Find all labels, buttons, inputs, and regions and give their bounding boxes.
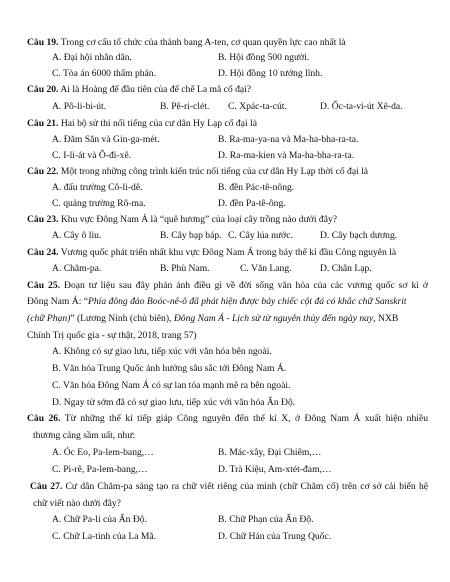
question-number: Câu 20. [27, 84, 59, 95]
question-number: Câu 26. [27, 413, 61, 424]
question-text: Khu vực Đông Nam Á là “quê hương” của loại cây trồng nào dưới đây? [60, 214, 338, 225]
question-number: Câu 23. [27, 214, 59, 225]
question-text: Đoạn tư liệu sau đây phản ánh điều gì về đời sống văn hóa của các vương quốc sơ kì ở [64, 280, 428, 291]
question-22 [27, 166, 427, 177]
book-title: Đông Nam Á - Lịch sử từ nguyên thủy đến ngày nay [173, 313, 374, 324]
option-a: A. Pô-li-bi-út. [52, 101, 107, 112]
question-text: Cư dân Chăm-pa sáng tạo ra chữ viết riêng của mình (chữ Chăm cổ) trên cơ sở cải biến hệ [65, 481, 428, 492]
question-26 [27, 413, 428, 424]
question-number: Câu 22. [27, 166, 59, 177]
option-c: C. I-li-át và Ô-đi-xê. [52, 150, 132, 161]
option-a: A. Chữ Pa-li của Ấn Độ. [52, 514, 147, 525]
question-text: Trong cơ cấu tổ chức của thành bang A-ten, cơ quan quyền lực cao nhất là [60, 37, 346, 48]
question-25-line2 [27, 296, 428, 307]
question-23 [27, 214, 427, 225]
option-d: D. Chữ Hán của Trung Quốc. [218, 531, 332, 542]
option-d: D. đền Pa-tê-ông. [218, 198, 286, 209]
option-b: B. Ra-ma-ya-na và Ma-ha-bha-ra-ta. [218, 134, 359, 145]
question-25 [27, 280, 428, 291]
question-number: Câu 27. [30, 481, 63, 492]
option-d: D. Ốc-ta-vi-út Xê-da. [320, 101, 403, 112]
option-b: B. Chữ Phạn của Ấn Độ. [218, 514, 314, 525]
question-text: Một trong những công trình kiến trúc nổi tiếng của cư dân Hy Lạp thời cổ đại là [60, 166, 369, 177]
question-26-line2: thương cảng sầm uất, như: [33, 430, 136, 441]
question-text: Hai bộ sử thi nổi tiếng của cư dân Hy Lạp cổ đại là [60, 118, 257, 129]
option-c: C. Tòa án 6000 thẩm phán. [52, 68, 157, 79]
option-a: A. Chăm-pa. [52, 263, 102, 274]
text-fragment: , NXB [373, 313, 399, 324]
question-27-line2: chữ viết nào dưới đây? [33, 498, 121, 509]
question-number: Câu 19. [27, 37, 59, 48]
option-a: A. Cây ô liu. [52, 230, 102, 241]
question-text: Ai là Hoàng đế đầu tiên của đế chế La mã cổ đại? [60, 84, 252, 95]
option-a: A. Óc Eo, Pa-lem-bang,… [52, 447, 154, 458]
question-19 [27, 37, 427, 48]
option-c: C. Chữ La-tinh của La Mã. [52, 531, 157, 542]
option-d: D. Ra-ma-kien và Ma-ha-bha-ra-ta. [218, 150, 355, 161]
option-a: A. Đại hội nhân dân. [52, 52, 132, 63]
quote-text: (chữ Phạn) [27, 313, 71, 324]
question-number: Câu 24. [27, 247, 59, 258]
question-25-line4: Chính Trị quốc gia - sự thật, 2018, trang 57) [27, 330, 197, 341]
question-number: Câu 25. [27, 280, 61, 291]
question-number: Câu 21. [27, 118, 59, 129]
option-d: D. Hội đồng 10 tướng lĩnh. [218, 68, 323, 79]
text-fragment: Đông Nam Á: “ [27, 296, 89, 307]
option-a: A. đấu trường Cô-li-dê. [52, 182, 143, 193]
question-20 [27, 84, 427, 95]
question-text: Vương quốc phát triển nhất khu vực Đông Nam Á trong bảy thế kỉ đầu Công nguyên là [60, 247, 397, 258]
option-c: C. Văn Lang. [240, 263, 292, 274]
text-fragment: ” (Lương Ninh (chủ biên), [70, 313, 174, 324]
option-b: B. Hội đồng 500 người. [218, 52, 310, 63]
quote-text: Phía đông đảo Boóc-nê-ô đã phát hiện được bảy chiếc cột đá có khắc chữ Sanskrit [88, 296, 407, 307]
option-a: A. Đăm Săn và Gin-ga-mét. [52, 134, 160, 145]
option-d: D. Ngay từ sớm đã có sự giao lưu, tiếp xúc với văn hóa Ấn Độ. [52, 397, 296, 408]
question-24 [27, 247, 427, 258]
option-d: D. Cây bạch dương. [320, 230, 398, 241]
option-c: C. quảng trường Rô-ma. [52, 198, 146, 209]
option-b: B. Phù Nam. [160, 263, 210, 274]
option-b: B. Văn hóa Trung Quốc ảnh hưởng sâu sắc tới Đông Nam Á. [52, 363, 287, 374]
option-c: C. Văn hóa Đông Nam Á có sự lan tỏa mạnh mẽ ra bên ngoài. [52, 380, 291, 391]
option-c: C. Pi-rê, Pa-lem-bang,… [52, 464, 148, 475]
question-21 [27, 118, 427, 129]
option-d: D. Trà Kiệu, Am-xtét-đam,… [218, 464, 332, 475]
option-b: B. đền Pác-tê-nông. [218, 182, 295, 193]
question-25-line3 [27, 313, 428, 324]
option-b: B. Pê-ri-clét. [160, 101, 210, 112]
option-a: A. Không có sự giao lưu, tiếp xúc với văn hóa bên ngoài. [52, 346, 272, 357]
question-text: Từ những thế kỉ tiếp giáp Công nguyên đến thế kỉ X, ở Đông Nam Á xuất hiện nhiều [64, 413, 428, 424]
option-d: D. Chân Lạp. [320, 263, 372, 274]
option-c: C. Cây lúa nước. [228, 230, 293, 241]
option-b: B. Mác-xây, Đại Chiêm,… [218, 447, 322, 458]
option-c: C. Xpác-ta-cút. [228, 101, 287, 112]
question-27 [30, 481, 428, 492]
option-b: B. Cây bạp báp. [160, 230, 222, 241]
